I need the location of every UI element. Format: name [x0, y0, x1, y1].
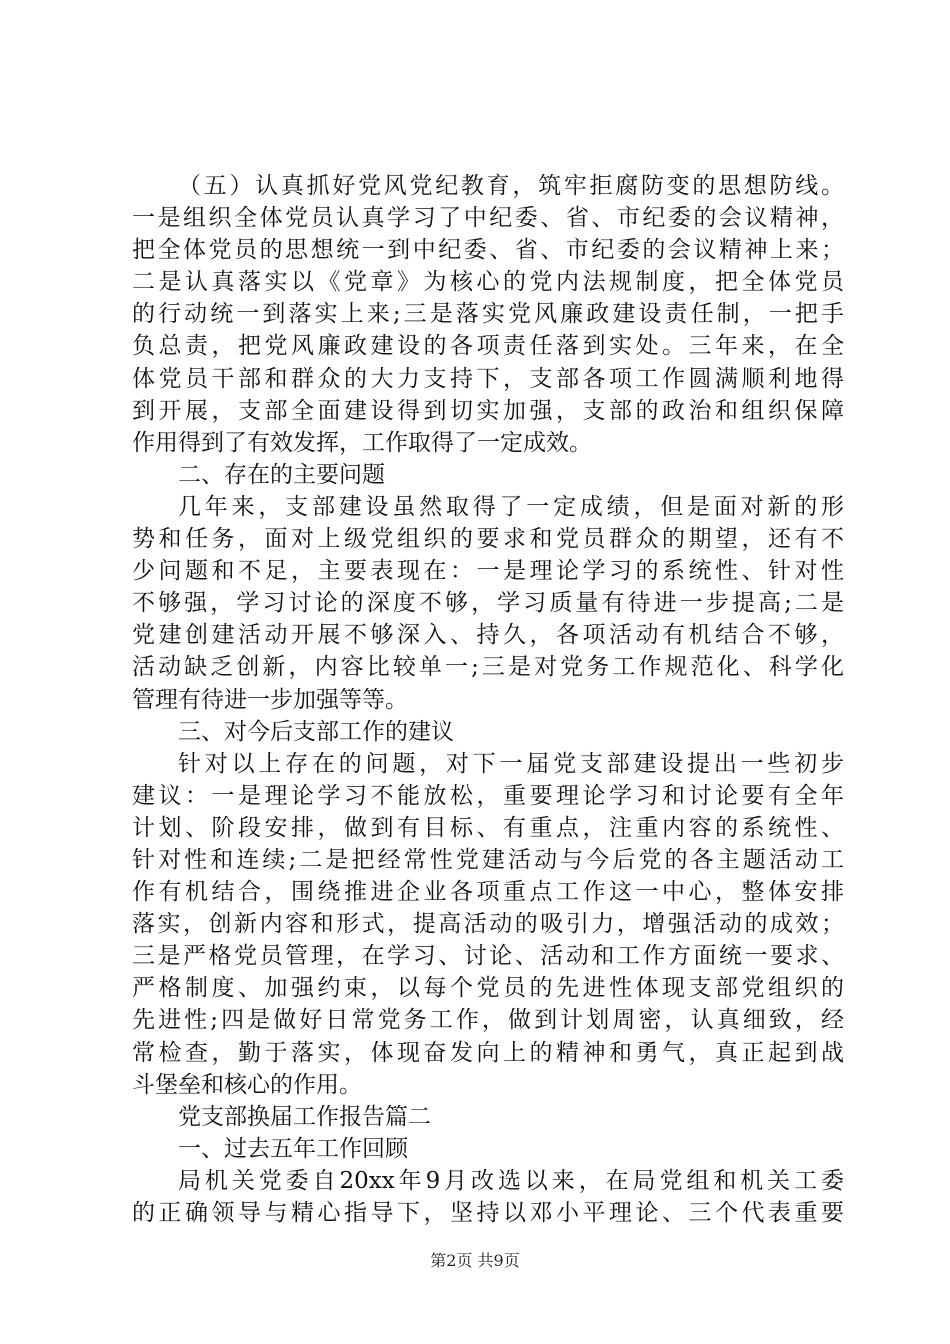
text-line: 的正确领导与精心指导下，坚持以邓小平理论、三个代表重要	[132, 1200, 844, 1226]
text-line: 作有机结合，围绕推进企业各项重点工作这一中心，整体安排	[132, 879, 844, 906]
text-line: 三是严格党员管理，在学习、讨论、活动和工作方面统一要求、	[132, 943, 844, 970]
text-line: 管理有待进一步加强等等。	[132, 686, 408, 713]
text-line: 的行动统一到落实上来;三是落实党风廉政建设责任制，一把手	[132, 301, 844, 328]
text-line: 势和任务，面对上级党组织的要求和党员群众的期望，还有不	[132, 526, 844, 553]
text-line: 把全体党员的思想统一到中纪委、省、市纪委的会议精神上来；	[132, 237, 844, 264]
text-line: 建议：一是理论学习不能放松，重要理论学习和讨论要有全年	[132, 782, 844, 809]
section-heading: 二、存在的主要问题	[178, 461, 385, 488]
text-line: 不够强，学习讨论的深度不够，学习质量有待进一步提高;二是	[132, 590, 844, 617]
text-line: 先进性;四是做好日常党务工作，做到计划周密，认真细致，经	[132, 1007, 844, 1034]
section-heading: 党支部换届工作报告篇二	[178, 1103, 431, 1130]
text-line: 局机关党委自20xx年9月改选以来，在局党组和机关工委	[178, 1167, 844, 1194]
document-body	[132, 170, 844, 1229]
text-line: （五）认真抓好党风党纪教育，筑牢拒腐防变的思想防线。	[178, 173, 844, 199]
text-line: 二是认真落实以《党章》为核心的党内法规制度，把全体党员	[132, 269, 844, 296]
text-line: 斗堡垒和核心的作用。	[132, 1071, 362, 1098]
text-line: 常检查，勤于落实，体现奋发向上的精神和勇气，真正起到战	[132, 1039, 844, 1066]
text-line: 少问题和不足，主要表现在：一是理论学习的系统性、针对性	[132, 558, 844, 585]
text-line: 活动缺乏创新，内容比较单一;三是对党务工作规范化、科学化	[132, 654, 844, 681]
text-line: 到开展，支部全面建设得到切实加强，支部的政治和组织保障	[132, 397, 844, 424]
section-heading: 三、对今后支部工作的建议	[178, 718, 454, 745]
text-line: 党建创建活动开展不够深入、持久，各项活动有机结合不够，	[132, 622, 844, 649]
text-line: 针对以上存在的问题，对下一届党支部建设提出一些初步	[178, 750, 844, 777]
text-line: 体党员干部和群众的大力支持下，支部各项工作圆满顺利地得	[132, 365, 844, 392]
text-line: 针对性和连续;二是把经常性党建活动与今后党的各主题活动工	[132, 846, 844, 873]
text-line: 一是组织全体党员认真学习了中纪委、省、市纪委的会议精神，	[132, 205, 844, 232]
text-line: 作用得到了有效发挥，工作取得了一定成效。	[132, 429, 592, 456]
text-line: 落实，创新内容和形式，提高活动的吸引力，增强活动的成效；	[132, 911, 844, 938]
text-line: 严格制度、加强约束，以每个党员的先进性体现支部党组织的	[132, 975, 844, 1002]
text-line: 几年来，支部建设虽然取得了一定成绩，但是面对新的形	[178, 493, 844, 520]
text-line: 负总责，把党风廉政建设的各项责任落到实处。三年来，在全	[132, 333, 844, 360]
page-footer: 第2页 共9页	[430, 1251, 520, 1270]
text-line: 计划、阶段安排，做到有目标、有重点，注重内容的系统性、	[132, 814, 844, 841]
section-heading: 一、过去五年工作回顾	[178, 1135, 408, 1162]
